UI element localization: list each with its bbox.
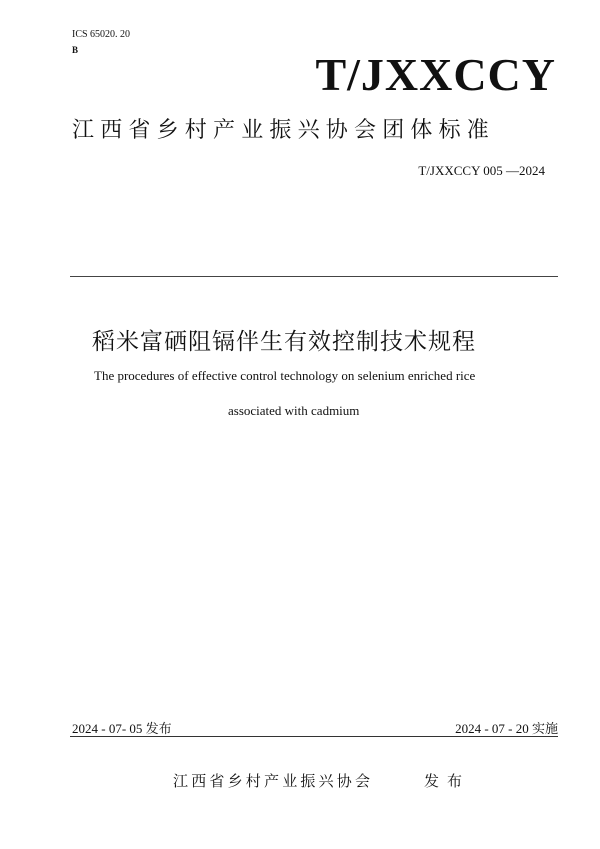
implement-date: 2024 - 07 - 20 实施 [455, 721, 558, 736]
title-chinese: 稻米富硒阻镉伴生有效控制技术规程 [92, 329, 476, 355]
top-divider [70, 276, 558, 277]
standard-brand: T/JXXCCY [315, 49, 556, 100]
publisher-name: 江西省乡村产业振兴协会 [173, 772, 374, 790]
document-number: T/JXXCCY 005 —2024 [418, 163, 545, 178]
bottom-divider [70, 736, 558, 737]
title-english-line2: associated with cadmium [228, 403, 360, 418]
publish-label: 发布 [424, 772, 471, 790]
association-standard-heading: 江西省乡村产业振兴协会团体标准 [72, 118, 496, 143]
classification-code: B [72, 45, 79, 55]
publish-date: 2024 - 07- 05 发布 [72, 721, 172, 736]
ics-code: ICS 65020. 20 [72, 29, 131, 40]
title-english-line1: The procedures of effective control technology on selenium enriched rice [94, 368, 476, 383]
